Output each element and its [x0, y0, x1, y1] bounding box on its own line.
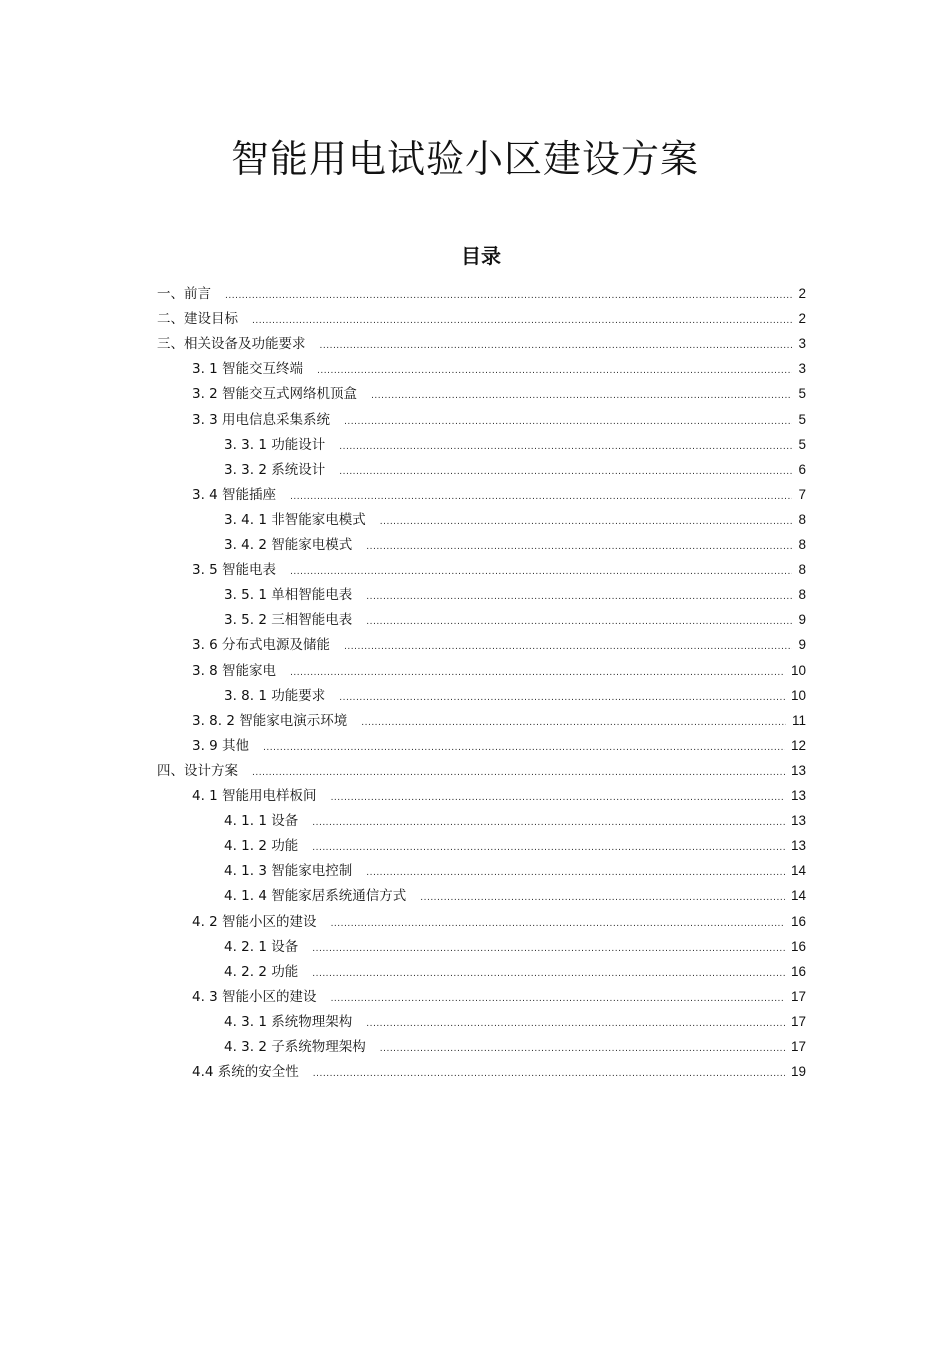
toc-entry-label: 3. 4. 1 非智能家电模式	[224, 511, 366, 528]
toc-entry-label: 4. 1 智能用电样板间	[192, 788, 317, 804]
toc-entry-label: 3. 9 其他	[192, 737, 250, 754]
toc-entry-page: 3	[798, 361, 806, 377]
toc-dot-leader	[339, 462, 792, 482]
toc-entry[interactable]	[224, 886, 806, 906]
toc-dot-leader	[331, 788, 785, 808]
toc-entry-page: 16	[790, 913, 806, 929]
toc-entry-label: 3. 8. 2 智能家电演示环境	[192, 712, 348, 729]
toc-entry-page: 2	[798, 311, 806, 327]
toc-dot-leader	[344, 637, 792, 657]
toc-entry-label: 3. 3 用电信息采集系统	[192, 411, 331, 428]
toc-entry-label: 4. 1. 3 智能家电控制	[224, 863, 353, 880]
document-title: 智能用电试验小区建设方案	[230, 137, 699, 181]
toc-entry[interactable]	[192, 661, 806, 681]
toc-entry-page: 14	[790, 863, 806, 879]
toc-entry[interactable]	[192, 987, 806, 1007]
toc-entry-label: 3. 3. 2 系统设计	[224, 461, 326, 478]
toc-entry-label: 4. 1. 4 智能家居系统通信方式	[224, 888, 407, 905]
toc-entry[interactable]	[157, 334, 806, 354]
toc-entry[interactable]	[192, 736, 806, 756]
toc-dot-leader	[366, 537, 792, 557]
toc-entry[interactable]	[224, 1037, 806, 1057]
toc-entry-page: 8	[798, 511, 806, 527]
toc-entry-page: 16	[790, 938, 806, 954]
toc-entry-page: 16	[790, 963, 806, 979]
toc-entry-page: 17	[790, 1039, 806, 1054]
toc-entry[interactable]	[224, 610, 806, 630]
toc-entry-label: 四、设计方案	[157, 762, 238, 779]
toc-dot-leader	[366, 863, 785, 883]
toc-entry-page: 8	[798, 537, 806, 552]
toc-entry-label: 4. 2. 2 功能	[224, 963, 299, 980]
toc-entry[interactable]	[224, 861, 806, 881]
toc-entry-label: 4. 2 智能小区的建设	[192, 913, 317, 930]
toc-entry-label: 3. 8 智能家电	[192, 662, 277, 679]
toc-entry[interactable]	[224, 435, 806, 455]
toc-dot-leader	[290, 562, 792, 582]
toc-dot-leader	[225, 286, 792, 306]
toc-dot-leader	[380, 1039, 785, 1059]
toc-entry-page: 10	[790, 662, 806, 678]
toc-entry[interactable]	[224, 811, 806, 831]
toc-entry-page: 8	[798, 562, 806, 578]
toc-entry-label: 4.4 系统的安全性	[192, 1064, 299, 1081]
toc-entry[interactable]	[192, 560, 806, 580]
toc-entry-page: 9	[798, 637, 806, 653]
toc-entry-page: 5	[798, 436, 806, 452]
toc-entry[interactable]	[224, 460, 806, 480]
toc-dot-leader	[312, 964, 785, 984]
toc-dot-leader	[380, 512, 793, 532]
toc-entry-page: 5	[798, 411, 806, 427]
toc-dot-leader	[252, 311, 792, 331]
toc-entry-label: 3. 6 分布式电源及储能	[192, 637, 331, 654]
toc-entry-label: 3. 3. 1 功能设计	[224, 436, 326, 453]
toc-dot-leader	[339, 688, 785, 708]
toc-entry-page: 2	[798, 286, 806, 301]
toc-entry[interactable]	[157, 309, 806, 329]
toc-entry-label: 二、建设目标	[157, 311, 238, 328]
toc-entry-label: 3. 4. 2 智能家电模式	[224, 537, 353, 553]
toc-dot-leader	[313, 1064, 785, 1084]
toc-entry-label: 3. 5 智能电表	[192, 562, 277, 579]
toc-entry-label: 3. 5. 1 单相智能电表	[224, 587, 353, 604]
toc-entry-page: 13	[790, 813, 806, 829]
toc-entry-page: 13	[790, 762, 806, 778]
toc-entry[interactable]	[192, 711, 806, 731]
toc-entry-page: 8	[798, 587, 806, 603]
toc-entry[interactable]	[224, 686, 806, 706]
toc-entry-label: 4. 1. 2 功能	[224, 838, 299, 855]
toc-dot-leader	[312, 939, 785, 959]
toc-entry-page: 6	[798, 461, 806, 477]
toc-dot-leader	[339, 437, 792, 457]
toc-entry-label: 3. 8. 1 功能要求	[224, 687, 326, 704]
toc-entry[interactable]	[192, 786, 806, 806]
toc-dot-leader	[312, 838, 785, 858]
toc-entry[interactable]	[224, 535, 806, 555]
toc-dot-leader	[366, 587, 792, 607]
toc-entry-page: 14	[790, 888, 806, 904]
toc-entry[interactable]	[224, 585, 806, 605]
toc-dot-leader	[290, 663, 785, 683]
toc-entry-label: 3. 4 智能插座	[192, 486, 277, 503]
toc-dot-leader	[331, 989, 785, 1009]
toc-entry[interactable]	[224, 510, 806, 530]
toc-entry-page: 19	[790, 1064, 806, 1080]
toc-dot-leader	[320, 336, 793, 356]
toc-entry-label: 4. 2. 1 设备	[224, 938, 299, 955]
toc-entry[interactable]	[224, 836, 806, 856]
toc-entry[interactable]	[192, 384, 806, 404]
toc-entry-label: 一、前言	[157, 286, 211, 302]
toc-dot-leader	[344, 412, 792, 432]
toc-entry-page: 9	[798, 612, 806, 628]
toc-entry-label: 4. 3 智能小区的建设	[192, 988, 317, 1005]
toc-entry-page: 7	[798, 486, 806, 502]
toc-dot-leader	[317, 361, 792, 381]
toc-entry-label: 3. 2 智能交互式网络机顶盒	[192, 386, 358, 403]
toc-entry[interactable]	[192, 1062, 806, 1082]
toc-entry-page: 10	[790, 687, 806, 703]
toc-entry[interactable]	[224, 937, 806, 957]
toc-entry-label: 4. 3. 1 系统物理架构	[224, 1013, 353, 1030]
toc-heading: 目录	[461, 244, 501, 268]
toc-entry-label: 3. 1 智能交互终端	[192, 361, 304, 378]
toc-entry[interactable]	[192, 410, 806, 430]
toc-entry-page: 13	[790, 788, 806, 803]
toc-dot-leader	[366, 612, 792, 632]
toc-dot-leader	[371, 386, 792, 406]
toc-dot-leader	[290, 487, 792, 507]
toc-entry-label: 3. 5. 2 三相智能电表	[224, 612, 353, 629]
toc-entry-page: 17	[790, 1013, 806, 1029]
toc-entry[interactable]	[157, 761, 806, 781]
toc-dot-leader	[366, 1014, 785, 1034]
toc-entry[interactable]	[157, 284, 806, 304]
toc-entry[interactable]	[224, 1012, 806, 1032]
toc-dot-leader	[252, 763, 785, 783]
toc-dot-leader	[263, 738, 785, 758]
toc-entry-page: 17	[790, 988, 806, 1004]
toc-dot-leader	[361, 713, 786, 733]
toc-entry-page: 3	[798, 336, 806, 352]
toc-entry[interactable]	[192, 359, 806, 379]
toc-entry-page: 5	[798, 386, 806, 402]
toc-entry[interactable]	[224, 962, 806, 982]
toc-dot-leader	[312, 813, 785, 833]
toc-dot-leader	[331, 914, 785, 934]
toc-entry-label: 4. 3. 2 子系统物理架构	[224, 1039, 366, 1055]
toc-entry[interactable]	[192, 912, 806, 932]
toc-entry-label: 三、相关设备及功能要求	[157, 336, 306, 353]
toc-entry-page: 12	[790, 737, 806, 753]
toc-entry-label: 4. 1. 1 设备	[224, 813, 299, 830]
toc-entry-page: 13	[790, 838, 806, 854]
toc-dot-leader	[420, 888, 785, 908]
toc-entry[interactable]	[192, 635, 806, 655]
toc-entry[interactable]	[192, 485, 806, 505]
toc-entry-page: 11	[791, 712, 806, 728]
